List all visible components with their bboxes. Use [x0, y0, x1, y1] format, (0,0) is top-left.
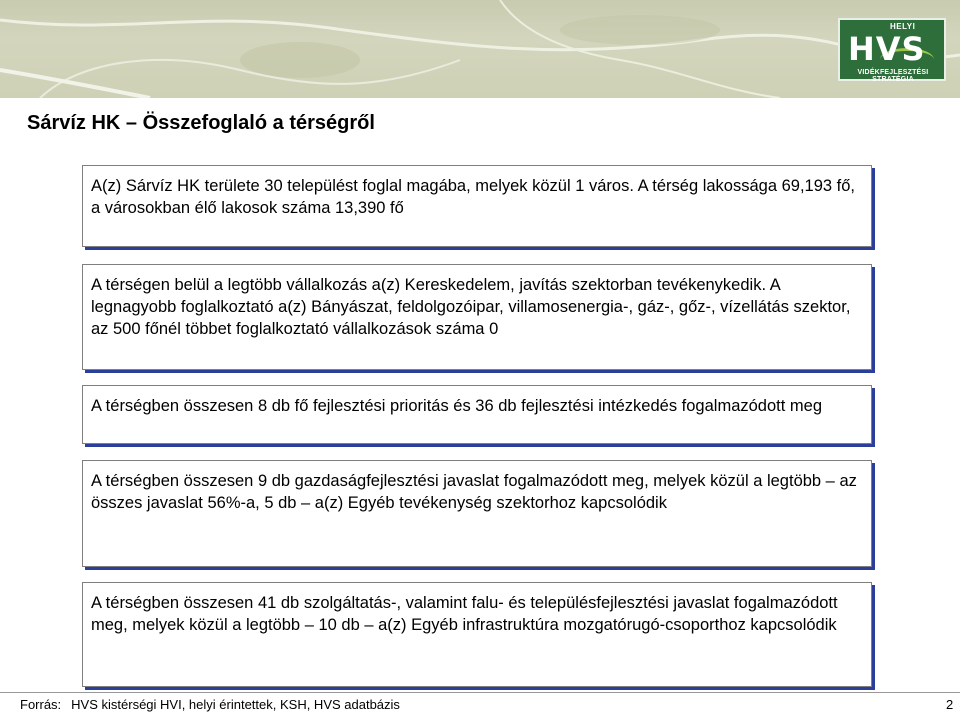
- header-banner: [0, 0, 960, 98]
- logo-subtitle: VIDÉKFEJLESZTÉSI STRATÉGIA: [857, 69, 929, 83]
- summary-box-population: [82, 165, 872, 247]
- page-title: Sárvíz HK – Összefoglaló a térségről: [27, 112, 375, 134]
- footer-label: Forrás:: [20, 697, 62, 712]
- summary-text: A térségben összesen 8 db fő fejlesztési prioritás és 36 db fejlesztési intézkedés fogalmazódott meg: [91, 397, 822, 415]
- summary-box-enterprises: [82, 264, 872, 370]
- summary-text: A térségen belül a legtöbb vállalkozás a(z) Kereskedelem, javítás szektorban tevékenykedik. A legnagyobb foglalkoztató a(z) Bányászat, feldolgozóipar, villamosenergia-, gáz-, gőz-, vízellátás szektor, az 500 főnél többet foglalkoztató vállalkozások száma 0: [91, 276, 851, 338]
- summary-box-service-proposals: [82, 582, 872, 687]
- logo-top-text: HELYI: [890, 22, 916, 31]
- summary-text: A térségben összesen 41 db szolgáltatás-, valamint falu- és településfejlesztési javaslat fogalmazódott meg, melyek közül a legtöbb – 10 db – a(z) Egyéb infrastruktúra mozgatórugó-csoporthoz kapcsolódik: [91, 594, 838, 634]
- hvs-logo: [838, 18, 946, 81]
- logo-main-text: HVS: [848, 30, 926, 68]
- summary-box-economic-proposals: [82, 460, 872, 567]
- footer-divider: [0, 692, 960, 693]
- summary-box-priorities: [82, 385, 872, 444]
- map-background: [0, 0, 960, 98]
- summary-text: A térségben összesen 9 db gazdaságfejlesztési javaslat fogalmazódott meg, melyek közül a legtöbb – az összes javaslat 56%-a, 5 db – a(z) Egyéb tevékenység szektorhoz kapcsolódik: [91, 472, 857, 512]
- page-number: 2: [946, 697, 954, 712]
- footer-source: [20, 697, 400, 712]
- footer-source-text: HVS kistérségi HVI, helyi érintettek, KSH, HVS adatbázis: [71, 697, 400, 712]
- summary-text: A(z) Sárvíz HK területe 30 települést foglal magába, melyek közül 1 város. A térség lakossága 69,193 fő, a városokban élő lakosok száma 13,390 fő: [91, 177, 855, 217]
